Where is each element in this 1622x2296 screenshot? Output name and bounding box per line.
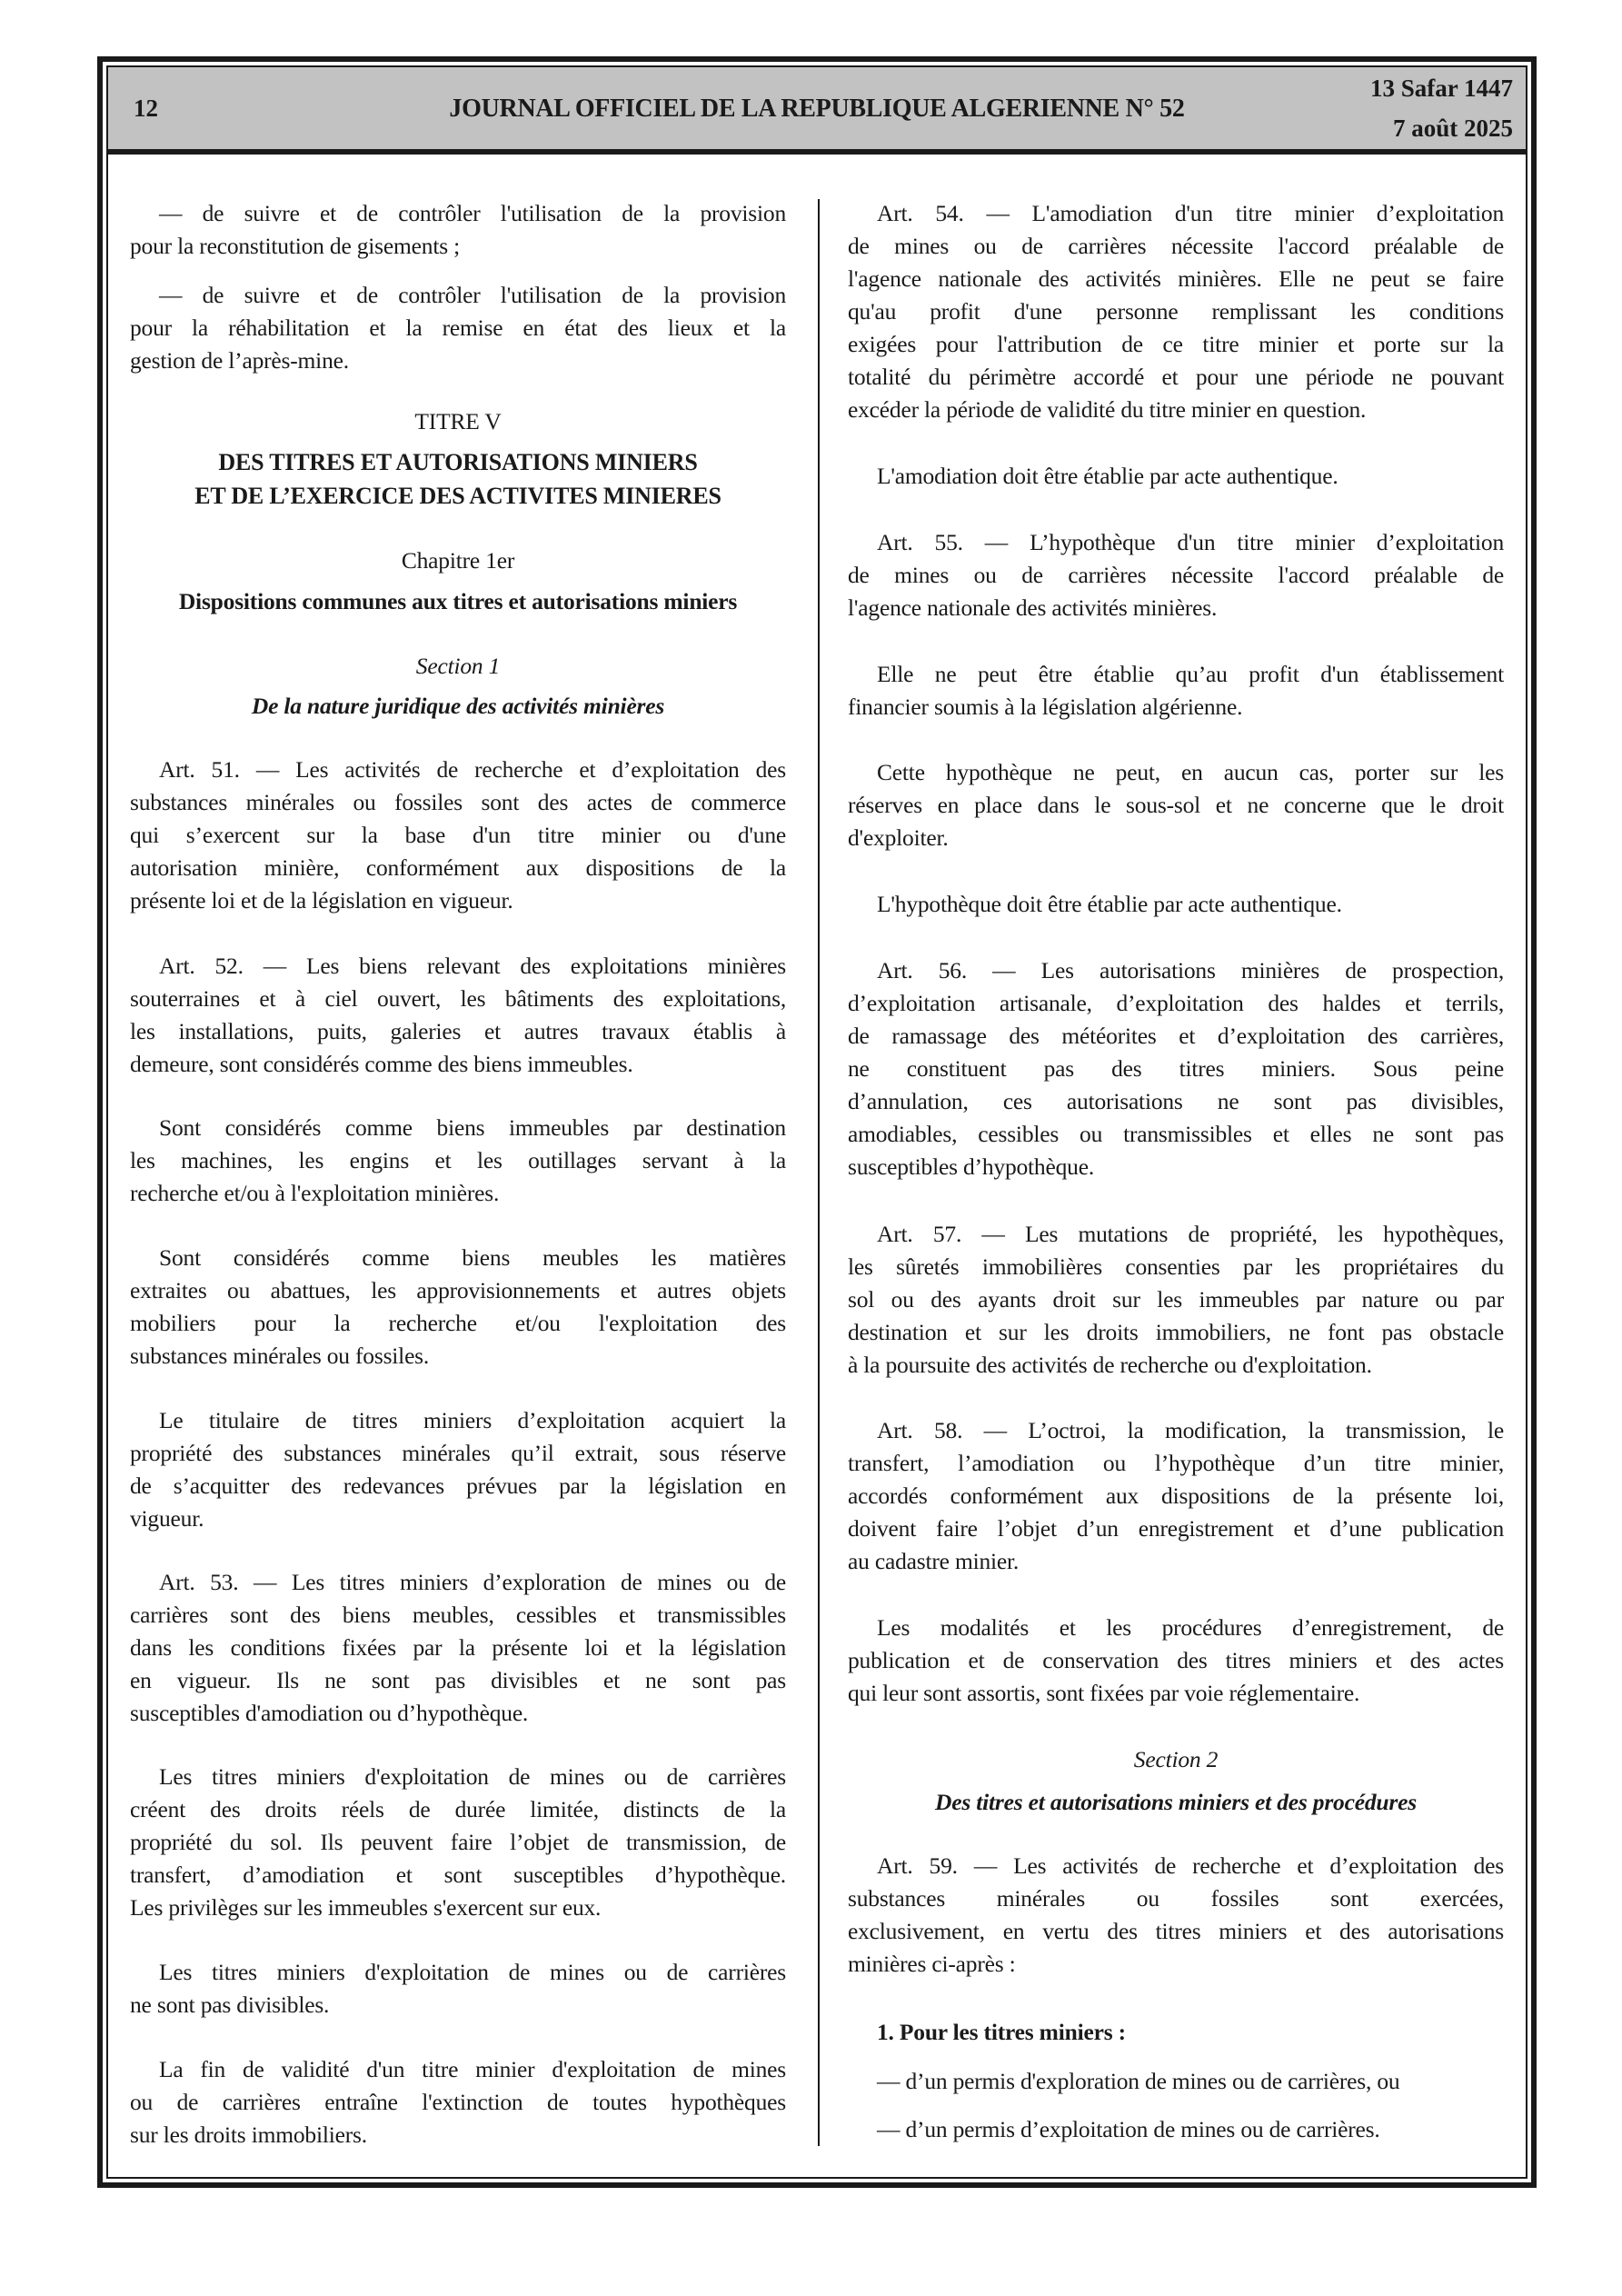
text-line: dans les conditions fixées par la présente loi et la législation	[130, 1634, 786, 1661]
text-line: Art. 51. — Les activités de recherche et d’exploitation des	[159, 756, 786, 783]
titre-heading	[130, 445, 786, 513]
text-line: sur les droits immobiliers.	[130, 2121, 367, 2148]
text-line: d’annulation, ces autorisations ne sont pas divisibles,	[848, 1088, 1504, 1114]
text-line: exigées pour l'attribution de ce titre minier et porte sur la	[848, 331, 1504, 357]
text-line: d'exploiter.	[848, 824, 949, 851]
text-line: pour la réhabilitation et la remise en état des lieux et la	[130, 314, 786, 341]
chapitre-heading: Dispositions communes aux titres et autorisations miniers	[178, 588, 738, 614]
text-line: présente loi et de la législation en vigueur.	[130, 887, 513, 913]
text-line: L'amodiation doit être établie par acte authentique.	[877, 463, 1338, 489]
text-line: Art. 56. — Les autorisations minières de prospection,	[877, 957, 1504, 983]
journal-header	[108, 67, 1526, 155]
text-line: L'hypothèque doit être établie par acte authentique.	[877, 891, 1342, 917]
article-52-paragraph-2	[130, 1112, 786, 1210]
text-line: souterraines et à ciel ouvert, les bâtiments des exploitations,	[130, 985, 786, 1012]
text-line: d’exploitation artisanale, d’exploitation des haldes et terrils,	[848, 990, 1504, 1016]
section-1-label: Section 1	[415, 653, 501, 679]
text-line: au cadastre minier.	[848, 1548, 1020, 1574]
text-line: pour la reconstitution de gisements ;	[130, 233, 460, 259]
section-2-heading: Des titres et autorisations miniers et des procédures	[935, 1789, 1417, 1815]
text-line: susceptibles d'amodiation ou d’hypothèque.	[130, 1700, 529, 1726]
text-line: carrières sont des biens meubles, cessibles et transmissibles	[130, 1602, 786, 1628]
text-line: ne sont pas divisibles.	[130, 1992, 330, 2018]
text-line: Art. 55. — L’hypothèque d'un titre minier d’exploitation	[877, 529, 1504, 555]
text-line: sol ou des ayants droit sur les immeubles par nature ou par	[848, 1286, 1504, 1313]
text-line: excéder la période de validité du titre minier en question.	[848, 396, 1367, 423]
text-line: Les modalités et les procédures d’enregistrement, de	[877, 1614, 1504, 1641]
text-line: Art. 53. — Les titres miniers d’exploration de mines ou de	[159, 1569, 786, 1595]
text-line: Les titres miniers d'exploitation de mines ou de carrières	[159, 1763, 786, 1790]
text-line: autorisation minière, conformément aux dispositions de la	[130, 854, 786, 881]
text-line: Art. 58. — L’octroi, la modification, la transmission, le	[877, 1417, 1504, 1443]
titre-label: TITRE V	[414, 408, 502, 434]
text-line: les machines, les engins et les outillages servant à la	[130, 1147, 786, 1173]
text-line: substances minérales ou fossiles sont exercées,	[848, 1885, 1504, 1912]
section-2-label: Section 2	[1133, 1746, 1219, 1772]
article-59	[848, 1850, 1504, 1981]
text-line: de ramassage des météorites et d’exploitation des carrières,	[848, 1023, 1504, 1049]
text-line: — de suivre et de contrôler l'utilisation de la provision	[159, 200, 786, 226]
text-line: DES TITRES ET AUTORISATIONS MINIERS	[218, 449, 698, 475]
text-line: publication et de conservation des titres miniers et des actes	[848, 1647, 1504, 1673]
article-55-paragraph-4	[848, 888, 1504, 921]
text-line: destination et sur les droits immobiliers, ne font pas obstacle	[848, 1319, 1504, 1345]
text-line: Art. 59. — Les activités de recherche et d’exploitation des	[877, 1852, 1504, 1879]
list-heading-titres-miniers: 1. Pour les titres miniers :	[877, 2019, 1126, 2045]
text-line: ET DE L’EXERCICE DES ACTIVITES MINIERES	[194, 483, 721, 509]
text-line: Cette hypothèque ne peut, en aucun cas, porter sur les	[877, 759, 1504, 785]
text-line: amodiables, cessibles ou transmissibles et elles ne sont pas	[848, 1121, 1504, 1147]
text-line: ne constituent pas des titres miniers. Sous peine	[848, 1055, 1504, 1082]
article-52-paragraph-3	[130, 1242, 786, 1373]
text-line: Art. 54. — L'amodiation d'un titre minier d’exploitation	[877, 200, 1504, 226]
article-55-paragraph-2	[848, 658, 1504, 724]
list-item-permis-exploration: — d’un permis d'exploration de mines ou de carrières, ou	[877, 2068, 1400, 2094]
text-line: à la poursuite des activités de recherche ou d'exploitation.	[848, 1352, 1372, 1378]
text-line: de s’acquitter des redevances prévues par la législation en	[130, 1472, 786, 1499]
article-53-paragraph-3	[130, 1956, 786, 2021]
text-line: les installations, puits, galeries et autres travaux établis à	[130, 1018, 786, 1044]
text-line: gestion de l’après-mine.	[130, 347, 349, 374]
text-line: transfert, d’amodiation et sont susceptibles d’hypothèque.	[130, 1862, 786, 1888]
text-line: La fin de validité d'un titre minier d'exploitation de mines	[159, 2056, 786, 2082]
text-line: mobiliers pour la recherche et/ou l'exploitation des	[130, 1310, 786, 1336]
text-line: doivent faire l’objet d’un enregistrement et d’une publication	[848, 1515, 1504, 1542]
text-line: les sûretés immobilières consenties par les propriétaires du	[848, 1253, 1504, 1280]
text-line: Les titres miniers d'exploitation de mines ou de carrières	[159, 1959, 786, 1985]
article-52-paragraph-4	[130, 1404, 786, 1535]
article-53	[130, 1566, 786, 1730]
article-54	[848, 197, 1504, 426]
text-line: Art. 57. — Les mutations de propriété, les hypothèques,	[877, 1221, 1504, 1247]
text-line: Le titulaire de titres miniers d’exploitation acquiert la	[159, 1407, 786, 1433]
text-line: recherche et/ou à l'exploitation minières.	[130, 1180, 500, 1206]
text-line: en vigueur. Ils ne sont pas divisibles et ne sont pas	[130, 1667, 786, 1693]
text-line: Sont considérés comme biens meubles les matières	[159, 1244, 786, 1271]
text-line: propriété des substances minérales qu’il extrait, sous réserve	[130, 1440, 786, 1466]
article-55-paragraph-3	[848, 756, 1504, 854]
text-line: demeure, sont considérés comme des biens immeubles.	[130, 1051, 633, 1077]
article-53-paragraph-2	[130, 1761, 786, 1924]
article-58-paragraph-2	[848, 1612, 1504, 1710]
text-line: Les privilèges sur les immeubles s'exercent sur eux.	[130, 1894, 602, 1921]
text-line: susceptibles d’hypothèque.	[848, 1153, 1094, 1180]
text-line: transfert, l’amodiation ou l’hypothèque d’un titre minier,	[848, 1450, 1504, 1476]
journal-title: JOURNAL OFFICIEL DE LA REPUBLIQUE ALGERIENNE N° 52	[449, 95, 1185, 123]
text-line: ou de carrières entraîne l'extinction de toutes hypothèques	[130, 2089, 786, 2115]
text-line: Art. 52. — Les biens relevant des exploitations minières	[159, 953, 786, 979]
section-1-heading: De la nature juridique des activités minières	[251, 693, 665, 719]
text-line: minières ci-après :	[848, 1951, 1016, 1977]
text-line: extraites ou abattues, les approvisionnements et autres objets	[130, 1277, 786, 1303]
text-line: créent des droits réels de durée limitée, distincts de la	[130, 1796, 786, 1822]
text-line: propriété du sol. Ils peuvent faire l’objet de transmission, de	[130, 1829, 786, 1855]
text-line: — de suivre et de contrôler l'utilisation de la provision	[159, 282, 786, 308]
column-divider	[818, 199, 820, 2146]
text-line: exclusivement, en vertu des titres miniers et des autorisations	[848, 1918, 1504, 1944]
list-item-permis-exploitation: — d’un permis d’exploitation de mines ou de carrières.	[877, 2116, 1380, 2142]
article-54-paragraph-2	[848, 460, 1504, 493]
text-line: substances minérales ou fossiles sont des actes de commerce	[130, 789, 786, 815]
text-line: qui leur sont assortis, sont fixées par voie réglementaire.	[848, 1680, 1360, 1706]
article-51	[130, 754, 786, 917]
text-line: qui s’exercent sur la base d'un titre minier ou d'une	[130, 822, 786, 848]
text-line: financier soumis à la législation algérienne.	[848, 694, 1243, 720]
article-57	[848, 1218, 1504, 1382]
page-number: 12	[134, 95, 158, 122]
text-line: de mines ou de carrières nécessite l'accord préalable de	[848, 233, 1504, 259]
article-55	[848, 526, 1504, 624]
article-52	[130, 950, 786, 1081]
text-line: totalité du périmètre accordé et pour une période ne pouvant	[848, 364, 1504, 390]
text-line: l'agence nationale des activités minières. Elle ne peut se faire	[848, 265, 1504, 292]
text-line: Sont considérés comme biens immeubles par destination	[159, 1114, 786, 1141]
date-hijri: 13 Safar 1447	[1369, 75, 1513, 102]
article-56	[848, 954, 1504, 1183]
text-line: réserves en place dans le sous-sol et ne concerne que le droit	[848, 792, 1504, 818]
text-line: qu'au profit d'une personne remplissant les conditions	[848, 298, 1504, 324]
paragraph-provision-reconstitution	[130, 197, 786, 263]
date-gregorian: 7 août 2025	[1392, 115, 1513, 142]
text-line: de mines ou de carrières nécessite l'accord préalable de	[848, 562, 1504, 588]
text-line: Elle ne peut être établie qu’au profit d'un établissement	[877, 661, 1504, 687]
article-58	[848, 1414, 1504, 1578]
text-line: vigueur.	[130, 1505, 204, 1532]
text-line: accordés conformément aux dispositions de la présente loi,	[848, 1482, 1504, 1509]
text-line: substances minérales ou fossiles.	[130, 1343, 430, 1369]
text-line: l'agence nationale des activités minières.	[848, 594, 1218, 621]
chapitre-label: Chapitre 1er	[401, 547, 515, 574]
paragraph-provision-rehabilitation	[130, 279, 786, 377]
article-53-paragraph-4	[130, 2053, 786, 2151]
